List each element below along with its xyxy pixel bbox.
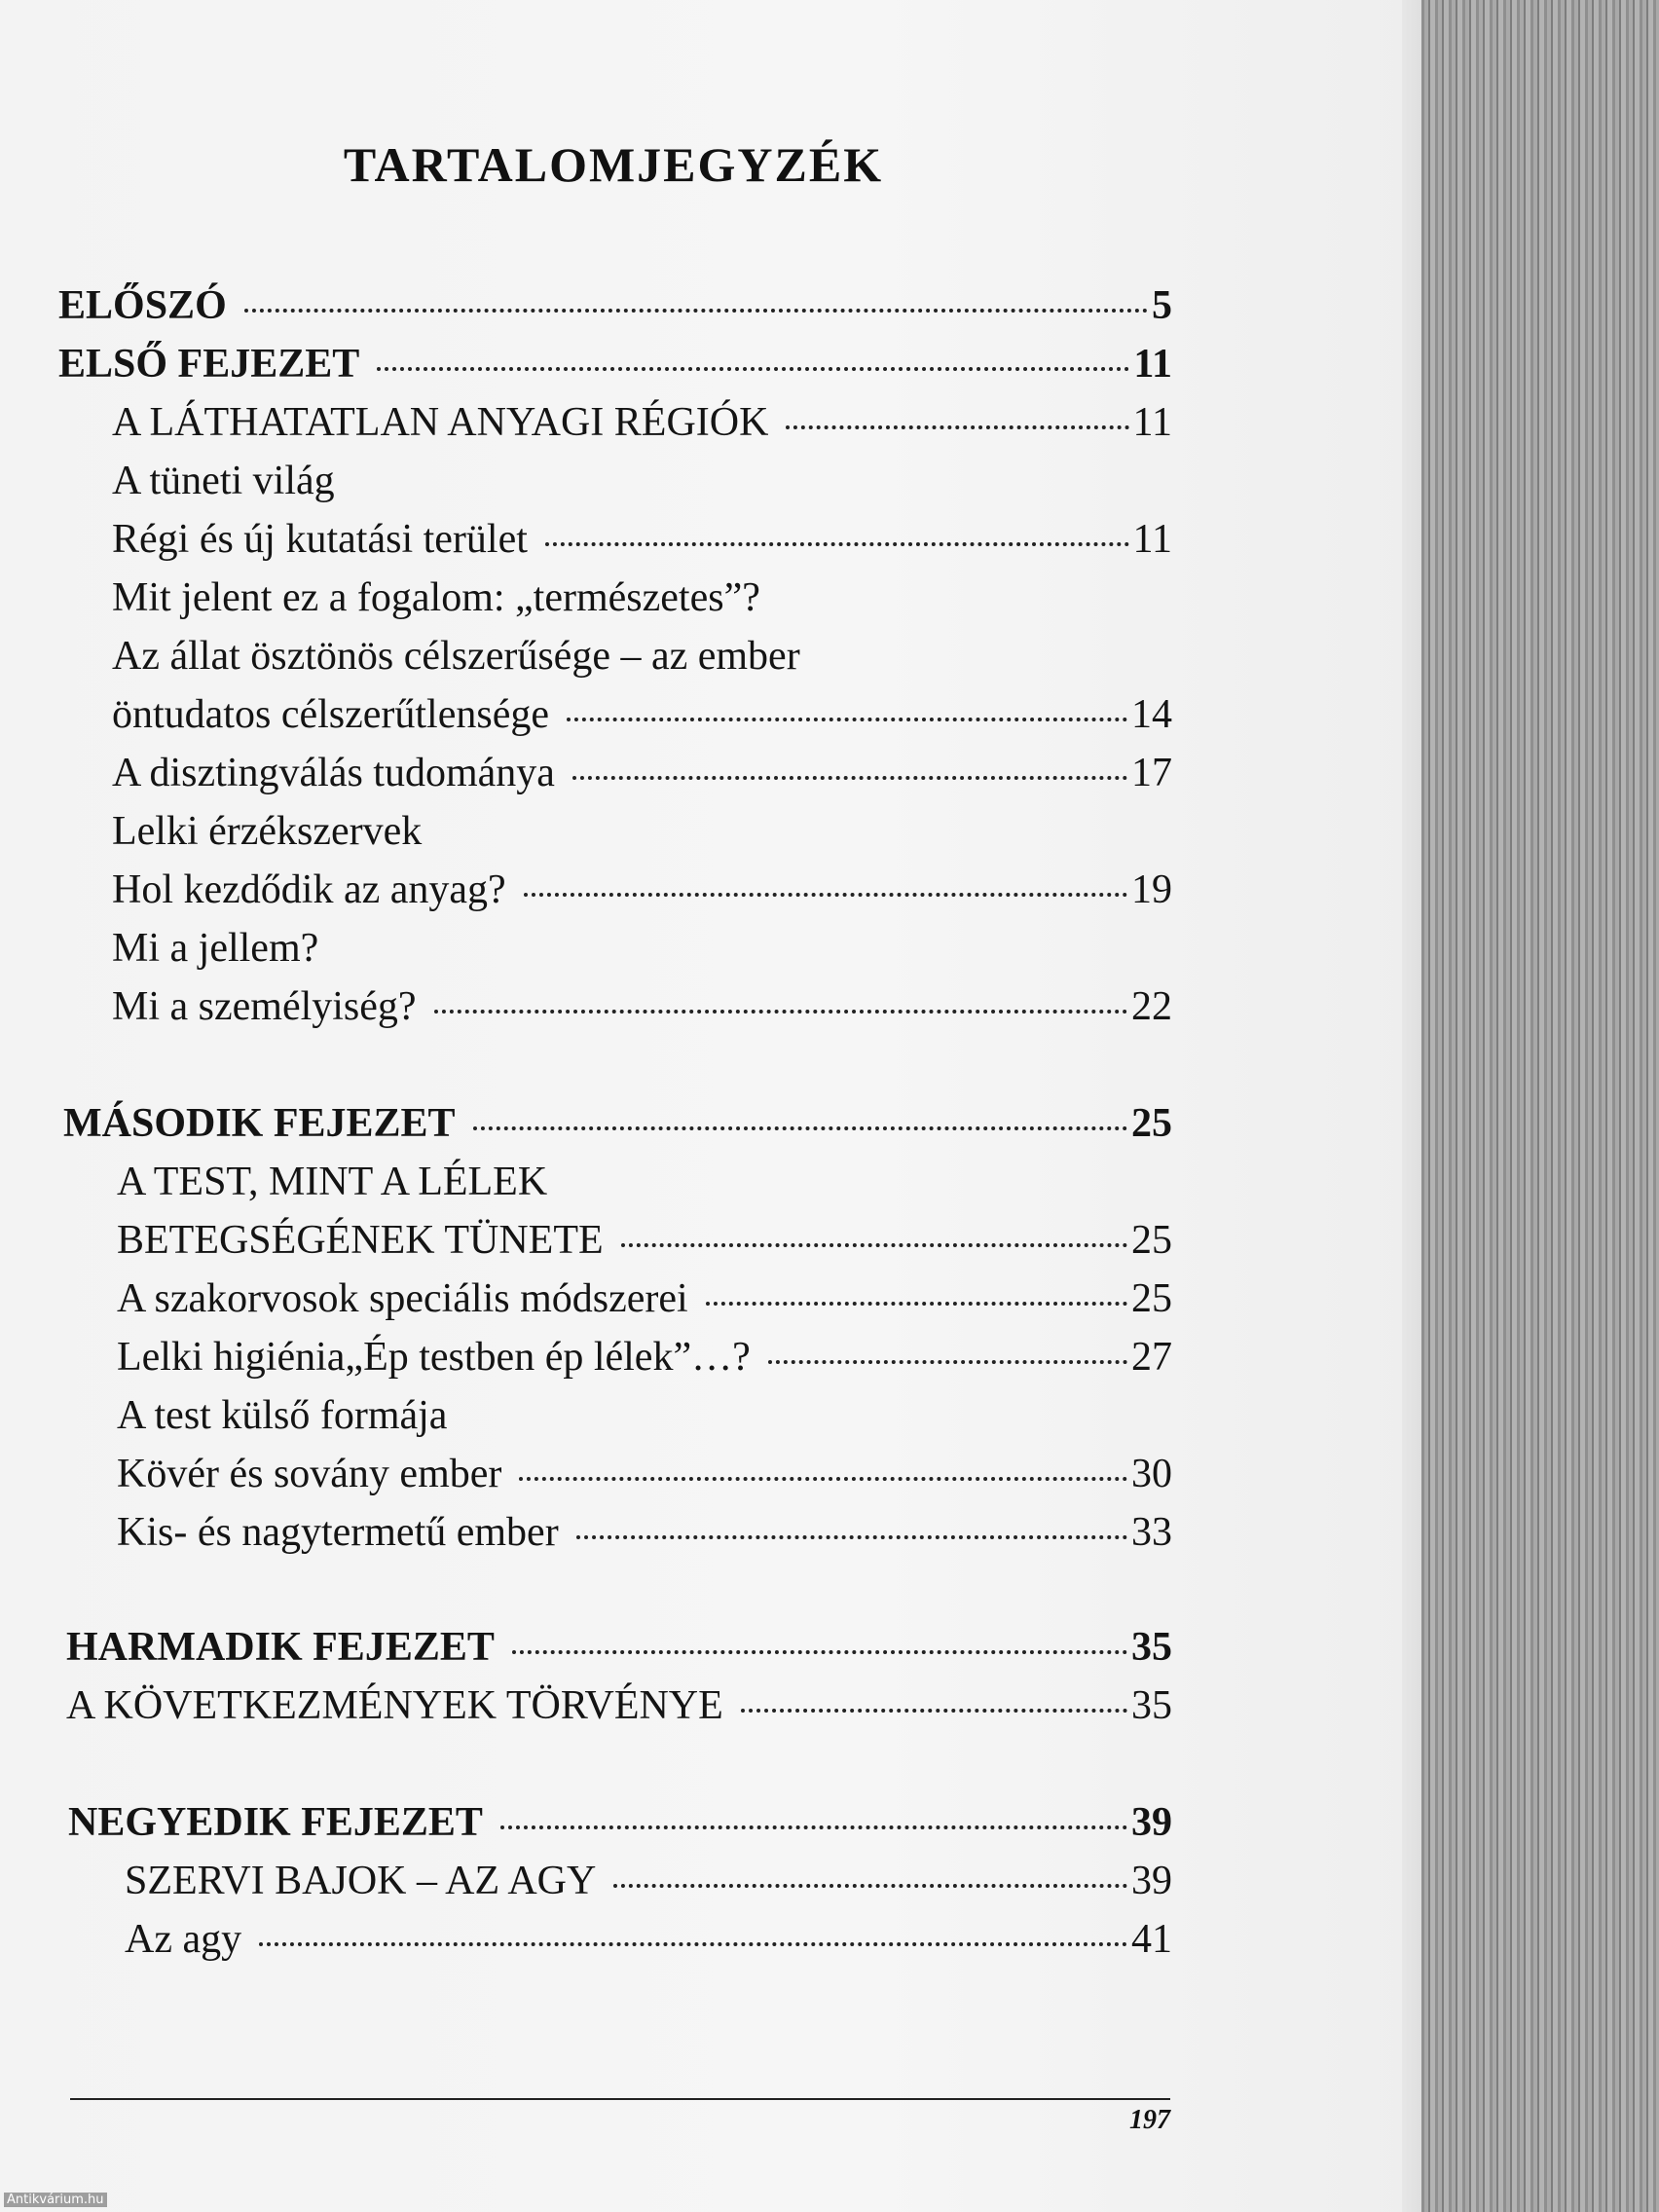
toc-entry-label: Lelki higiénia„Ép testben ép lélek”…? (117, 1335, 751, 1380)
toc-entry (112, 691, 1172, 746)
toc-entry-label: NEGYEDIK FEJEZET (68, 1800, 483, 1845)
toc-entry-page: 22 (1131, 984, 1172, 1029)
toc-entry (66, 1682, 1172, 1737)
toc-entry-label: A test külső formája (117, 1393, 448, 1438)
leader-dots (500, 1825, 1127, 1829)
toc-entry-label: BETEGSÉGÉNEK TÜNETE (117, 1218, 604, 1263)
toc-entry (112, 925, 318, 979)
toc-entry (117, 1392, 447, 1447)
toc-entry-label: HARMADIK FEJEZET (66, 1625, 495, 1670)
toc-entry-page: 14 (1131, 692, 1172, 737)
toc-entry (63, 1100, 1172, 1155)
toc-entry-label: Mi a személyiség? (112, 984, 417, 1029)
toc-entry (112, 808, 422, 863)
toc-entry (117, 1275, 1172, 1330)
leader-dots (613, 1884, 1127, 1888)
toc-entry-page: 39 (1131, 1800, 1172, 1845)
toc-entry-page: 11 (1132, 517, 1172, 562)
toc-entry-label: A TEST, MINT A LÉLEK (117, 1160, 548, 1204)
toc-entry-label: Kis- és nagytermetű ember (117, 1510, 559, 1555)
toc-entry-label: öntudatos célszerűtlensége (112, 692, 549, 737)
toc-entry-page: 30 (1131, 1452, 1172, 1496)
toc-entry (58, 282, 1172, 337)
toc-entry-label: Mi a jellem? (112, 926, 319, 971)
leader-dots (621, 1243, 1127, 1247)
leader-dots (377, 367, 1129, 371)
toc-entry-label: A LÁTHATATLAN ANYAGI RÉGIÓK (112, 400, 769, 445)
toc-entry (112, 750, 1172, 804)
toc-entry (117, 1159, 547, 1213)
leader-dots (576, 1535, 1127, 1539)
toc-entry-page: 19 (1131, 867, 1172, 912)
toc-entry-label: Hol kezdődik az anyag? (112, 867, 506, 912)
leader-dots (524, 893, 1127, 897)
toc-entry (125, 1858, 1172, 1912)
toc-entry-label: Kövér és sovány ember (117, 1452, 502, 1496)
toc-entry (117, 1451, 1172, 1505)
toc-entry (112, 399, 1172, 454)
toc-entry (117, 1217, 1172, 1272)
toc-entry-label: Mit jelent ez a fogalom: „természetes”? (112, 575, 760, 620)
toc-entry-label: Régi és új kutatási terület (112, 517, 528, 562)
toc-entry-page: 27 (1131, 1335, 1172, 1380)
leader-dots (519, 1477, 1127, 1481)
leader-dots (567, 718, 1127, 721)
toc-entry-label: MÁSODIK FEJEZET (63, 1101, 456, 1146)
toc-entry-page: 5 (1152, 283, 1172, 328)
toc-entry-label: Lelki érzékszervek (112, 809, 423, 854)
toc-entry-page: 35 (1131, 1683, 1172, 1728)
footer-rule (70, 2098, 1170, 2100)
toc-entry (117, 1509, 1172, 1564)
toc-entry-page: 39 (1131, 1859, 1172, 1903)
toc-entry-page: 33 (1131, 1510, 1172, 1555)
leader-dots (473, 1126, 1127, 1130)
toc-title: TARTALOMJEGYZÉK (343, 137, 884, 192)
toc-entry-page: 25 (1131, 1101, 1172, 1146)
toc-entry-label: A tüneti világ (112, 459, 335, 503)
toc-entry (112, 516, 1172, 571)
leader-dots (434, 1010, 1127, 1014)
toc-entry-page: 25 (1131, 1218, 1172, 1263)
watermark: Antikvárium.hu (4, 2193, 107, 2207)
leader-dots (741, 1709, 1127, 1713)
toc-entry-label: A KÖVETKEZMÉNYEK TÖRVÉNYE (66, 1683, 723, 1728)
toc-entry-page: 11 (1133, 342, 1172, 387)
toc-entry-label: Az agy (125, 1917, 242, 1962)
toc-entry-label: A szakorvosok speciális módszerei (117, 1276, 688, 1321)
toc-entry (112, 458, 335, 512)
toc-entry (66, 1624, 1172, 1678)
leader-dots (244, 309, 1148, 313)
leader-dots (512, 1650, 1127, 1654)
leader-dots (545, 542, 1129, 546)
toc-entry-label: ELSŐ FEJEZET (58, 342, 360, 387)
leader-dots (706, 1302, 1127, 1306)
toc-entry-label: A disztingválás tudománya (112, 751, 555, 795)
toc-entry (112, 633, 800, 687)
toc-entry-page: 41 (1131, 1917, 1172, 1962)
toc-entry (112, 866, 1172, 921)
leader-dots (786, 425, 1128, 429)
toc-entry (117, 1334, 1172, 1388)
toc-entry-page: 25 (1131, 1276, 1172, 1321)
toc-entry (68, 1799, 1172, 1854)
toc-entry-page: 11 (1132, 400, 1172, 445)
leader-dots (572, 776, 1127, 780)
leader-dots (768, 1360, 1127, 1364)
toc-entry (112, 983, 1172, 1038)
toc-entry-label: Az állat ösztönös célszerűsége – az ember (112, 634, 800, 679)
toc-entry-page: 17 (1131, 751, 1172, 795)
leader-dots (259, 1942, 1127, 1946)
toc-entry-page: 35 (1131, 1625, 1172, 1670)
toc-entry (125, 1916, 1172, 1971)
toc-entry (58, 341, 1172, 395)
toc-entry-label: ELŐSZÓ (58, 283, 227, 328)
toc-entry-label: SZERVI BAJOK – AZ AGY (125, 1859, 597, 1903)
background-surface (1421, 0, 1659, 2212)
toc-entry (112, 574, 760, 629)
page-number: 197 (1129, 2105, 1170, 2135)
